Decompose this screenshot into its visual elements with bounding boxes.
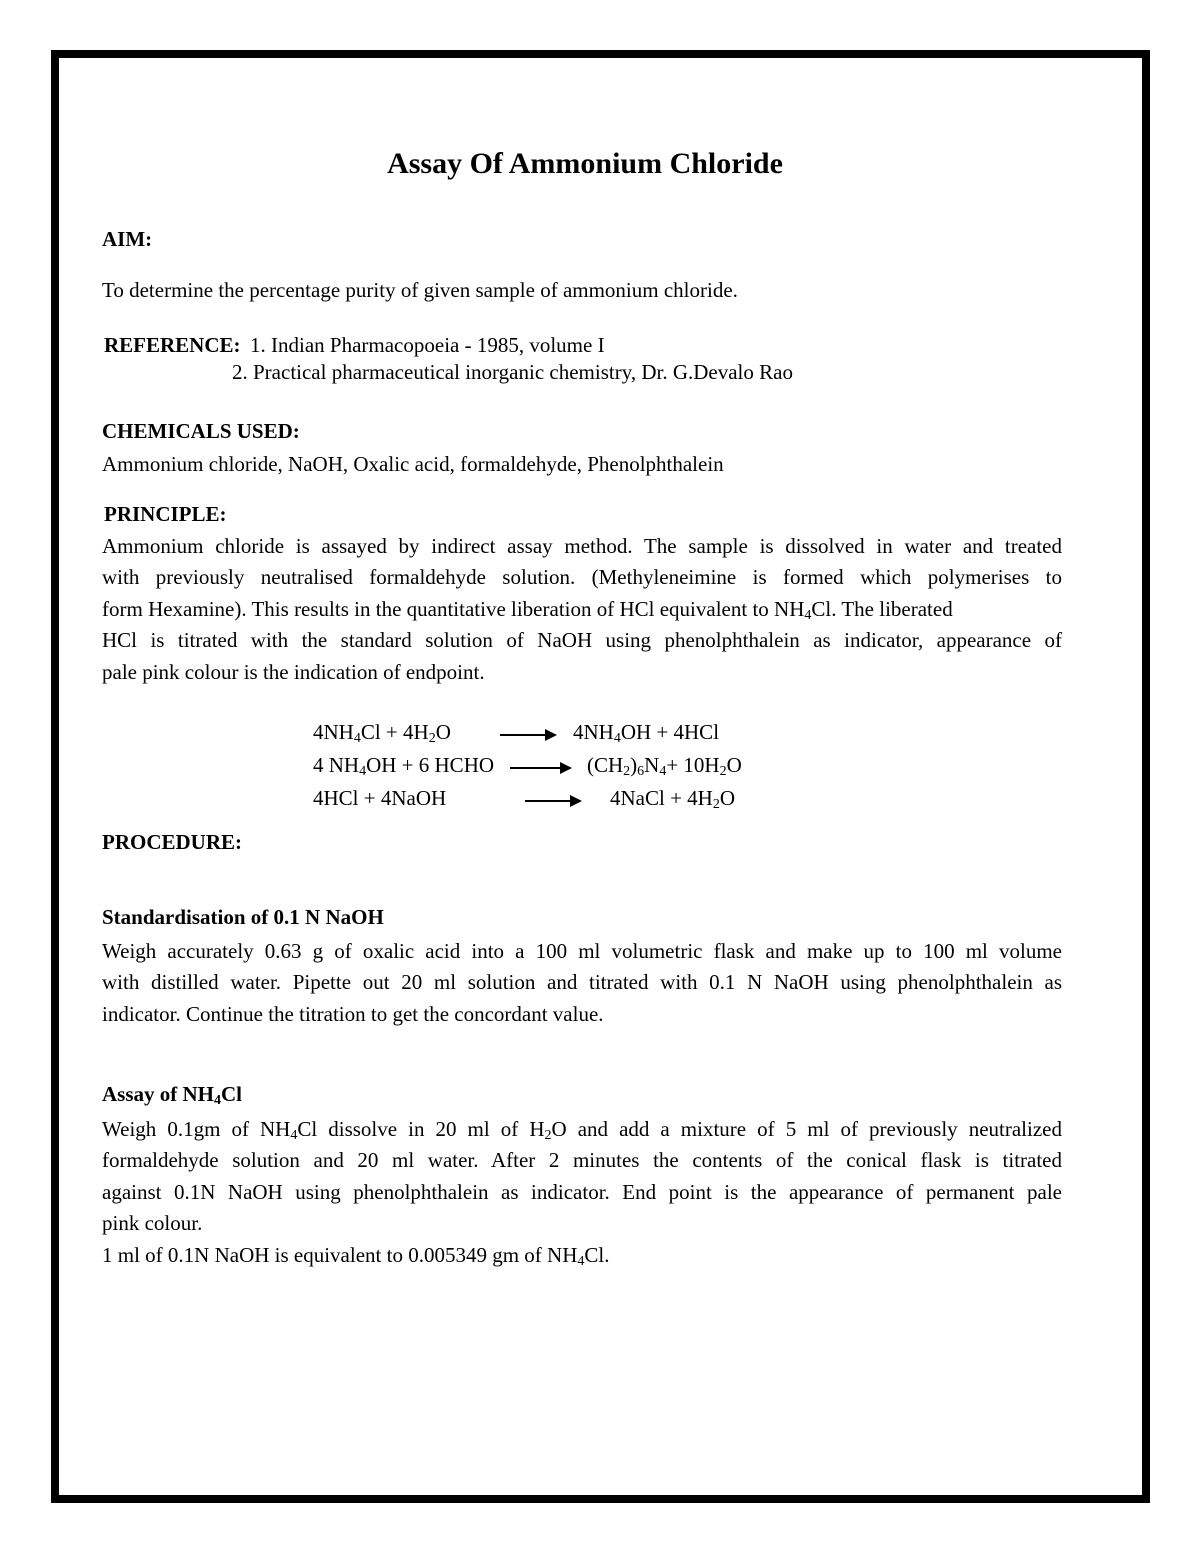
equation-1-lhs: $4NH_4Cl + 4H_2O$ <box>313 720 451 746</box>
principle-line: pale pink colour is the indication of endpoint. <box>102 659 485 684</box>
equation-2-lhs: 4 $NH_4OH + 6$ HCHO <box>313 753 495 779</box>
equation-3-rhs: 4NaCl + $4H_2O$ <box>610 786 736 812</box>
principle-line: HCl is titrated with the standard solution of NaOH using phenolphthalein as indicator, appearance of <box>102 628 1062 653</box>
chemicals-text: Ammonium chloride, NaOH, Oxalic acid, formaldehyde, Phenolphthalein <box>102 452 724 476</box>
standardisation-line: with distilled water. Pipette out 20 ml solution and titrated with 0.1 N NaOH using phenolphthalein as <box>102 970 1062 995</box>
aim-heading: AIM: <box>102 227 153 251</box>
standardisation-paragraph <box>102 936 1062 1030</box>
equation-2-rhs: $(CH_2)_6N_4+ 10H_2O$ <box>587 753 742 779</box>
assay-line-5: 1 ml of 0.1N NaOH is equivalent to 0.005349 gm of $NH_4Cl$. <box>102 1242 610 1269</box>
principle-line-3: form Hexamine). This results in the quantitative liberation of HCl equivalent to $NH_4Cl$. The liberated <box>102 596 953 623</box>
aim-text: To determine the percentage purity of given sample of ammonium chloride. <box>102 278 738 302</box>
equation-3-arrow <box>525 800 580 802</box>
standardisation-heading: Standardisation of 0.1 N NaOH <box>102 905 384 929</box>
principle-line: with previously neutralised formaldehyde solution. (Methyleneimine is formed which polymerises to <box>102 565 1062 590</box>
assay-paragraph <box>102 1114 1062 1271</box>
equation-1-rhs: $4NH_4OH + 4HCl$ <box>573 720 720 746</box>
reference-item-1: 1. Indian Pharmacopoeia - 1985, volume I <box>250 333 605 357</box>
page-title: Assay Of Ammonium Chloride <box>387 147 783 180</box>
assay-line: pink colour. <box>102 1211 203 1236</box>
assay-heading: Assay of $NH_4Cl$ <box>102 1082 243 1108</box>
reference-heading: REFERENCE: <box>104 333 241 357</box>
standardisation-line: Weigh accurately 0.63 g of oxalic acid into a 100 ml volumetric flask and make up to 100 ml volume <box>102 939 1062 963</box>
principle-line-3-tail: The liberated <box>841 596 953 621</box>
standardisation-line: indicator. Continue the titration to get the concordant value. <box>102 1001 604 1026</box>
reference-item-2: 2. Practical pharmaceutical inorganic chemistry, Dr. G.Devalo Rao <box>232 360 793 384</box>
assay-line-1: Weigh 0.1gm of $NH_4Cl$ dissolve in 20 ml of $H_2O$ and add a mixture of 5 ml of previously neutralized <box>102 1117 1062 1143</box>
equation-1-arrow <box>500 734 555 736</box>
equation-3-lhs: 4HCl + 4NaOH <box>313 786 447 810</box>
principle-line: Ammonium chloride is assayed by indirect assay method. The sample is dissolved in water and treated <box>102 534 1062 558</box>
procedure-heading: PROCEDURE: <box>102 830 242 854</box>
equation-2-arrow <box>510 767 570 769</box>
assay-line: against 0.1N NaOH using phenolphthalein as indicator. End point is the appearance of permanent pale <box>102 1179 1062 1204</box>
principle-paragraph <box>102 531 1062 688</box>
assay-line: formaldehyde solution and 20 ml water. After 2 minutes the contents of the conical flask is titrated <box>102 1148 1062 1173</box>
chemicals-heading: CHEMICALS USED: <box>102 419 300 443</box>
principle-line-3-text: form Hexamine). This results in the quantitative liberation of HCl equivalent to <box>102 596 769 621</box>
principle-heading: PRINCIPLE: <box>104 502 227 526</box>
